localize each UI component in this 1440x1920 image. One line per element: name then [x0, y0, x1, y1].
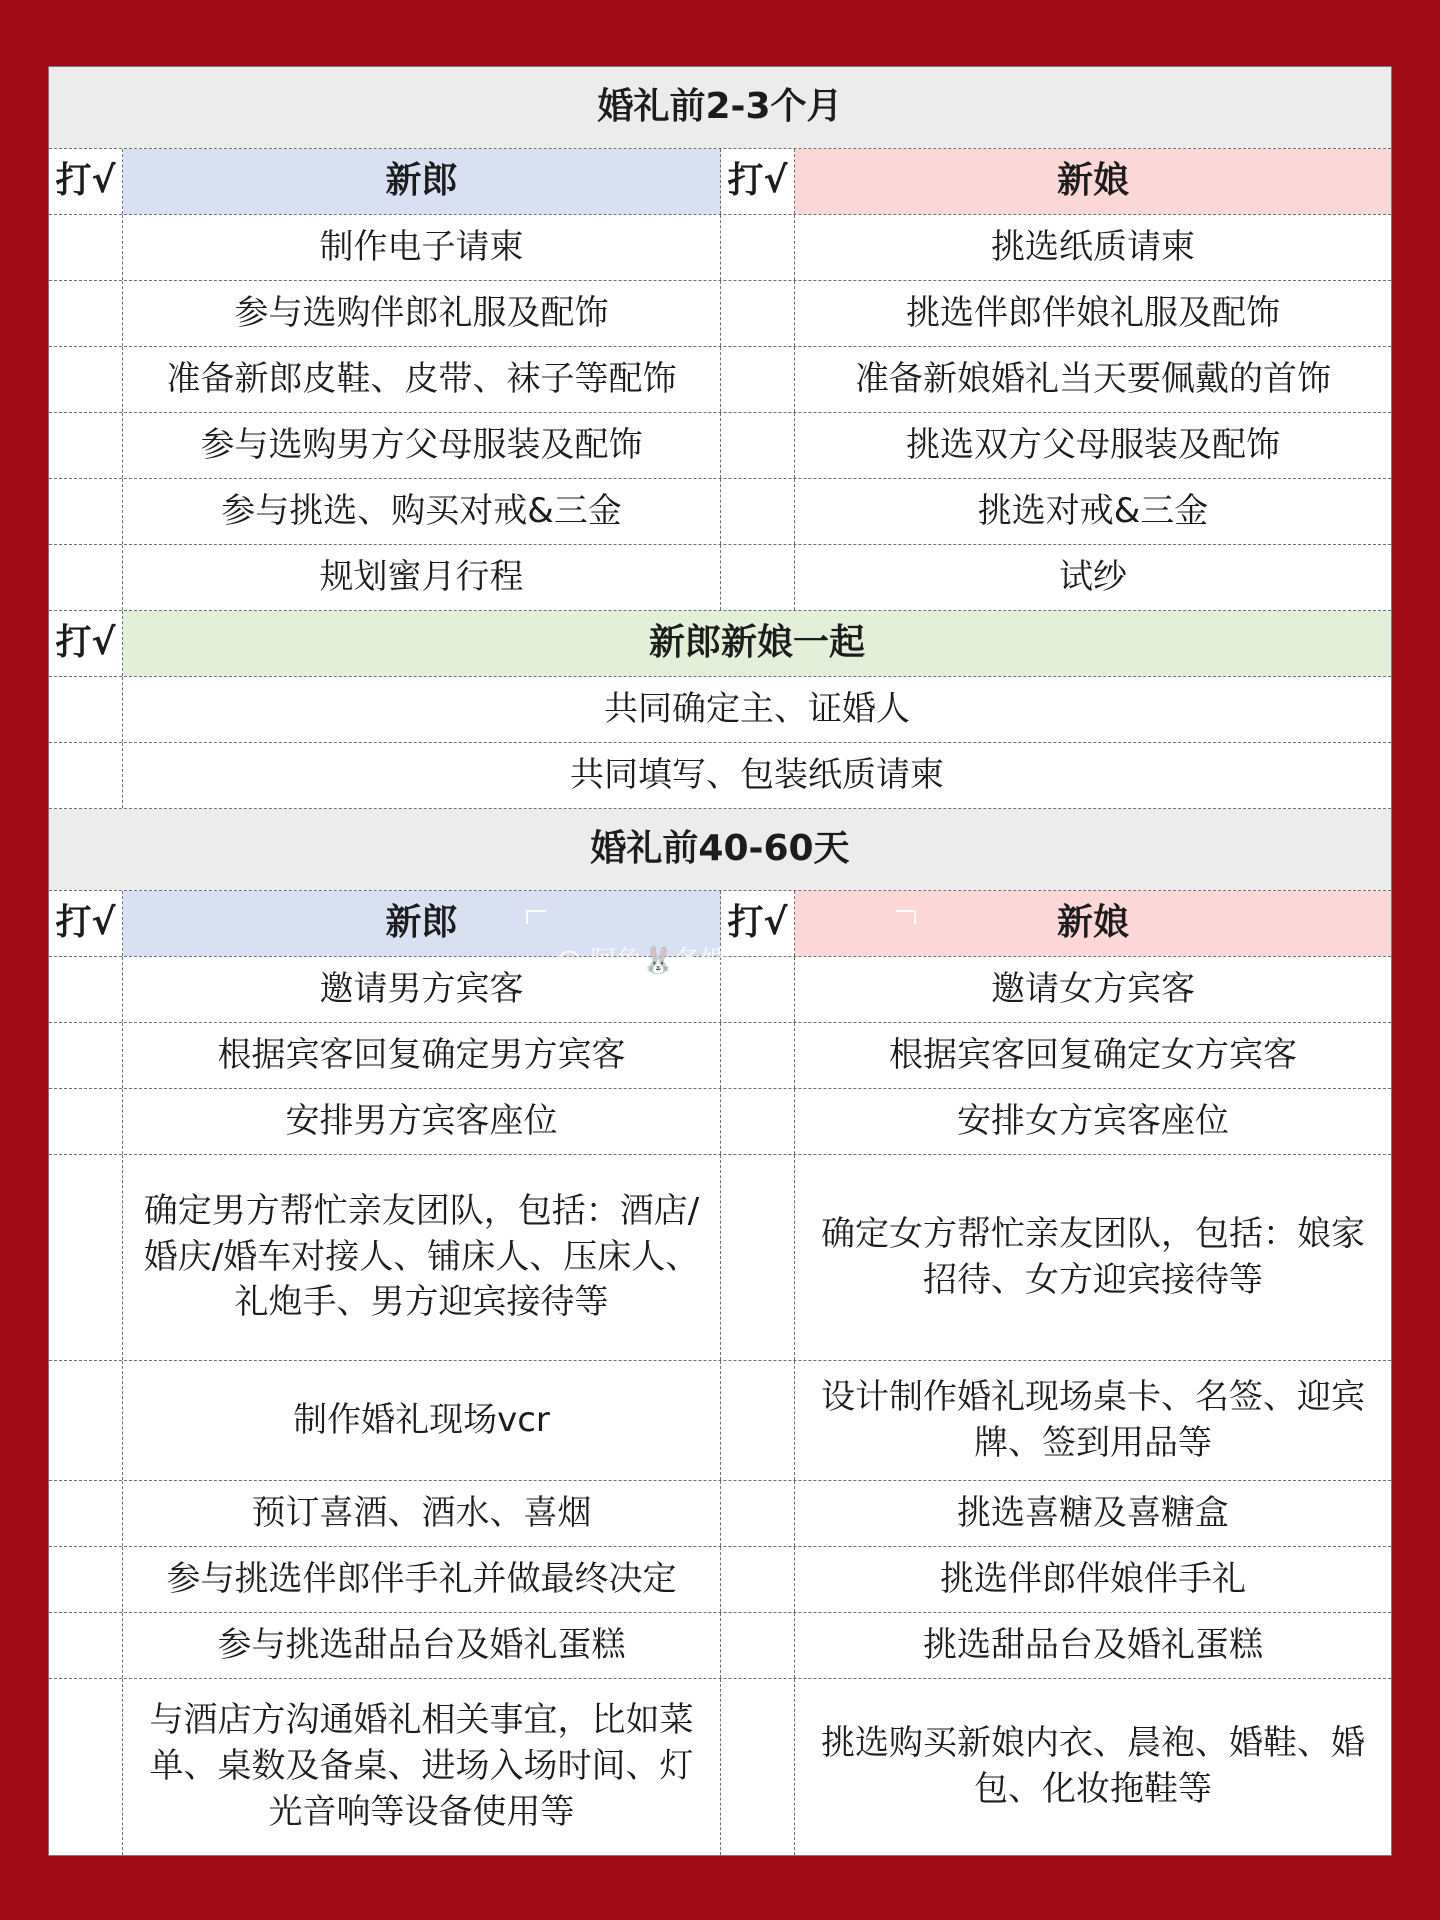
bride-task: 挑选对戒&三金 [977, 490, 1209, 531]
groom-task: 参与挑选甜品台及婚礼蛋糕 [123, 1613, 721, 1678]
groom-checkbox[interactable] [49, 1547, 123, 1612]
task-row [49, 1023, 1391, 1089]
together-header: 新郎新娘一起 [123, 611, 1391, 676]
groom-header: 新郎 [123, 891, 721, 956]
groom-task: 规划蜜月行程 [123, 545, 721, 610]
groom-task: 安排男方宾客座位 [123, 1089, 721, 1154]
check-header: 打√ [49, 611, 123, 676]
bride-checkbox[interactable] [721, 215, 795, 280]
groom-task: 确定男方帮忙亲友团队，包括：酒店/婚庆/婚车对接人、铺床人、压床人、礼炮手、男方迎宾接待等 [123, 1155, 721, 1360]
watermark-text: @ 阿兔🐰备婚 [556, 946, 727, 976]
groom-checkbox[interactable] [49, 1023, 123, 1088]
section-1-title: 婚礼前2-3个月 [49, 67, 1391, 148]
bride-checkbox[interactable] [721, 479, 795, 544]
task-row [49, 215, 1391, 281]
bride-checkbox[interactable] [721, 1481, 795, 1546]
check-header: 打√ [49, 891, 123, 956]
together-task: 共同确定主、证婚人 [604, 688, 910, 729]
check-header: 打√ [721, 891, 795, 956]
section-1-title-row [49, 67, 1391, 149]
section-2-title: 婚礼前40-60天 [49, 809, 1391, 890]
groom-task: 参与选购男方父母服装及配饰 [123, 413, 721, 478]
bride-header: 新娘 [795, 149, 1391, 214]
groom-checkbox[interactable] [49, 1361, 123, 1480]
groom-task: 参与挑选、购买对戒&三金 [123, 479, 721, 544]
groom-checkbox[interactable] [49, 215, 123, 280]
bride-task: 挑选纸质请柬 [991, 226, 1195, 267]
groom-checkbox[interactable] [49, 1679, 123, 1855]
checklist-sheet [48, 66, 1392, 1856]
bride-checkbox[interactable] [721, 1089, 795, 1154]
groom-checkbox[interactable] [49, 545, 123, 610]
task-row [49, 1679, 1391, 1855]
groom-task: 参与选购伴郎礼服及配饰 [123, 281, 721, 346]
groom-task: 邀请男方宾客 [123, 957, 721, 1022]
together-header-row [49, 611, 1391, 677]
bride-checkbox[interactable] [721, 957, 795, 1022]
bride-task: 挑选双方父母服装及配饰 [906, 424, 1280, 465]
bride-checkbox[interactable] [721, 413, 795, 478]
bride-task: 挑选伴郎伴娘伴手礼 [940, 1558, 1246, 1599]
bride-checkbox[interactable] [721, 545, 795, 610]
groom-checkbox[interactable] [49, 1481, 123, 1546]
groom-checkbox[interactable] [49, 413, 123, 478]
task-row [49, 479, 1391, 545]
bride-checkbox[interactable] [721, 281, 795, 346]
together-task: 共同填写、包装纸质请柬 [570, 754, 944, 795]
bride-task: 挑选购买新娘内衣、晨袍、婚鞋、婚包、化妆拖鞋等 [821, 1723, 1365, 1809]
bride-task: 设计制作婚礼现场桌卡、名签、迎宾牌、签到用品等 [821, 1376, 1365, 1463]
bride-checkbox[interactable] [721, 1155, 795, 1360]
together-checkbox[interactable] [49, 677, 123, 742]
bride-checkbox[interactable] [721, 1613, 795, 1678]
together-checkbox[interactable] [49, 743, 123, 808]
groom-checkbox[interactable] [49, 957, 123, 1022]
groom-task: 预订喜酒、酒水、喜烟 [123, 1481, 721, 1546]
task-row [49, 1361, 1391, 1481]
groom-checkbox[interactable] [49, 347, 123, 412]
task-row [49, 1155, 1391, 1361]
groom-checkbox[interactable] [49, 479, 123, 544]
task-row [49, 957, 1391, 1023]
bride-task: 试纱 [1059, 556, 1127, 597]
together-task-row [49, 677, 1391, 743]
bride-header: 新娘 [795, 891, 1391, 956]
groom-checkbox[interactable] [49, 1613, 123, 1678]
groom-checkbox[interactable] [49, 1155, 123, 1360]
bride-task: 根据宾客回复确定女方宾客 [889, 1034, 1297, 1075]
groom-task: 与酒店方沟通婚礼相关事宜，比如菜单、桌数及备桌、进场入场时间、灯光音响等设备使用等 [123, 1679, 721, 1855]
task-row [49, 1481, 1391, 1547]
task-row [49, 545, 1391, 611]
bride-checkbox[interactable] [721, 1361, 795, 1480]
groom-task: 制作婚礼现场vcr [123, 1361, 721, 1480]
groom-checkbox[interactable] [49, 281, 123, 346]
groom-checkbox[interactable] [49, 1089, 123, 1154]
task-row [49, 347, 1391, 413]
groom-task: 制作电子请柬 [123, 215, 721, 280]
bride-task: 挑选喜糖及喜糖盒 [957, 1492, 1229, 1533]
groom-task: 根据宾客回复确定男方宾客 [123, 1023, 721, 1088]
bride-task: 准备新娘婚礼当天要佩戴的首饰 [855, 358, 1331, 399]
together-task-row [49, 743, 1391, 809]
task-row [49, 281, 1391, 347]
section-1-header-row [49, 149, 1391, 215]
groom-task: 参与挑选伴郎伴手礼并做最终决定 [123, 1547, 721, 1612]
bride-task: 挑选伴郎伴娘礼服及配饰 [906, 292, 1280, 333]
task-row [49, 413, 1391, 479]
bride-task: 挑选甜品台及婚礼蛋糕 [923, 1624, 1263, 1665]
bride-task: 确定女方帮忙亲友团队，包括：娘家招待、女方迎宾接待等 [821, 1213, 1365, 1300]
section-2-header-row [49, 891, 1391, 957]
task-row [49, 1089, 1391, 1155]
groom-header: 新郎 [123, 149, 721, 214]
bride-task: 邀请女方宾客 [991, 968, 1195, 1009]
task-row [49, 1547, 1391, 1613]
check-header: 打√ [49, 149, 123, 214]
bride-checkbox[interactable] [721, 347, 795, 412]
bride-checkbox[interactable] [721, 1547, 795, 1612]
task-row [49, 1613, 1391, 1679]
bride-task: 安排女方宾客座位 [957, 1100, 1229, 1141]
section-2-title-row [49, 809, 1391, 891]
groom-task: 准备新郎皮鞋、皮带、袜子等配饰 [123, 347, 721, 412]
check-header: 打√ [721, 149, 795, 214]
bride-checkbox[interactable] [721, 1679, 795, 1855]
bride-checkbox[interactable] [721, 1023, 795, 1088]
